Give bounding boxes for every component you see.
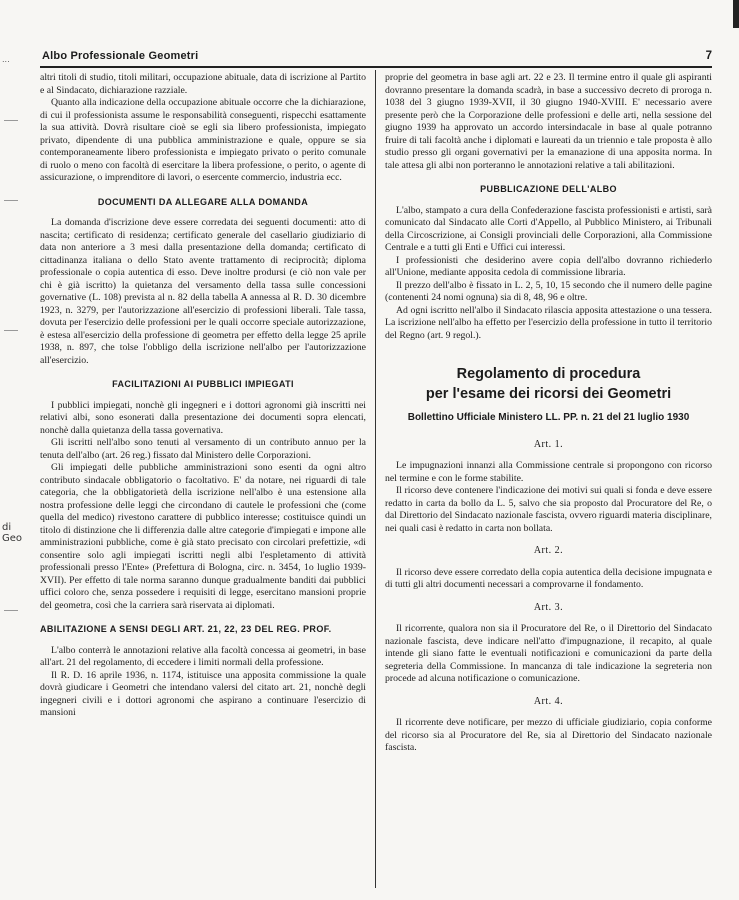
article-heading-4: Art. 4.: [533, 695, 564, 707]
margin-tick: [4, 200, 18, 201]
margin-fragment-mid: di Geo: [2, 522, 23, 544]
margin-tick: [4, 330, 18, 331]
paragraph: Il ricorrente deve notificare, per mezzo di ufficiale giudiziario, copia conforme del ricorso sia al Procuratore del Re, sia al Direttorio del Sindacato nazionale fascista.: [385, 717, 712, 753]
right-column: [385, 72, 712, 755]
margin-fragment-top: ...: [2, 55, 10, 64]
paragraph: Il ricorso deve contenere l'indicazione dei motivi sui quali si fonda e deve essere redatto in carta da bollo da L. 5, salvo che sia proposto dal Procuratore del Re, o dal Direttorio del Sindacato nazionale fascista, ovvero riguardi materia disciplinare, nei quali casi è redatto in carta non bollata.: [385, 485, 712, 534]
section-heading-pubblicazione: PUBBLICAZIONE DELL'ALBO: [480, 184, 617, 194]
header-rule: [40, 66, 712, 68]
paragraph: Gli impiegati delle pubbliche amministrazioni sono esenti da ogni altro contributo sindacale obbligatorio o facoltativo. E' da notare, nei riguardi di tale categoria, che la obbligatorietà della iscrizione nell'albo è una estensione alla nostra professione delle leggi che circondano di cautele le professioni che (come quella del medico) rivestono carattere di pubblico interesse; costituisce quindi un titolo di distinzione che li differenzia dalle altre categorie d'impiegati e impone alle amministrazioni pubbliche, come è già stato precisato con circolari prefettizie, «di consentire solo agli impiegati iscritti negli albi l'espletamento di attività professionali presso l'Ente» (Prefettura di Bologna, circ. n. 3454, 1o luglio 1939-XVII). Per effetto di tale norma saranno dunque gradualmente banditi dai pubblici uffici coloro che, senza possedere i requisiti di legge, esercitano mansioni proprie del geometra, così che la carriera sarà riservata ai diplomati.: [40, 462, 366, 611]
regulation-title-line-1: Regolamento di procedura: [456, 366, 641, 382]
paragraph: Il prezzo dell'albo è fissato in L. 2, 5, 10, 15 secondo che il numero delle pagine (contenenti 24 nomi ognuna) sia di 8, 48, 96 e oltre.: [385, 279, 712, 303]
column-divider: [375, 70, 376, 888]
left-margin-scrap: [0, 0, 30, 900]
page-number: 7: [705, 50, 712, 62]
right-edge-mark: [733, 0, 739, 28]
regulation-subtitle: Bollettino Ufficiale Ministero LL. PP. n. 21 del 21 luglio 1930: [407, 412, 690, 423]
article-heading-3: Art. 3.: [533, 601, 564, 613]
paragraph: I pubblici impiegati, nonchè gli ingegneri e i dottori agronomi già inscritti nei relativi albi, sono esonerati dalla presentazione dei documenti sopra elencati, nonchè dalla quietanza della tassa governativa.: [40, 399, 366, 436]
paragraph: L'albo, stampato a cura della Confederazione fascista professionisti e artisti, sarà comunicato dal Sindacato alle Corti d'Appello, al Pubblico Ministero, ai Tribunali della Circoscrizione, ai Consigli provinciali delle Corporazioni, alla Commissione Centrale e a tutti gli Enti e Uffici cui interessi.: [385, 204, 712, 253]
section-heading-documenti: DOCUMENTI DA ALLEGARE ALLA DOMANDA: [97, 196, 309, 207]
regulation-title-line-2: per l'esame dei ricorsi dei Geometri: [425, 386, 672, 402]
left-column: [40, 72, 366, 720]
paragraph: I professionisti che desiderino avere copia dell'albo dovranno richiederlo all'Unione, mediante apposita cedola di commissione libraria.: [385, 254, 712, 278]
section-heading-facilitazioni: FACILITAZIONI AI PUBBLICI IMPIEGATI: [112, 379, 294, 389]
paragraph: altri titoli di studio, titoli militari, occupazione abituale, data di iscrizione al Partito e al Sindacato, dichiarazione razziale.: [40, 72, 366, 96]
article-heading-2: Art. 2.: [533, 545, 564, 556]
regulation-title: [385, 364, 712, 404]
paragraph: Il ricorrente, qualora non sia il Procuratore del Re, o il Direttorio del Sindacato nazionale fascista, deve indicare nell'atto d'impugnazione, il recapito, al quale intende gli siano fatte le eventuali notificazioni e comunicazioni da parte della segreteria della Commissione. In mancanza di tale indicazione la segreteria non procede ad alcuna notificazione o comunicazione.: [385, 623, 712, 684]
header-title: Albo Professionale Geometri: [42, 50, 199, 62]
margin-tick: [4, 120, 18, 121]
paragraph: La domanda d'iscrizione deve essere corredata dei seguenti documenti: atto di nascita; certificato di residenza; certificato generale del casellario giudiziario di data non anteriore a 3 mesi dalla presentazione della domanda; certificato di cittadinanza italiana o dello Stato avente trattamento di reciprocità; diploma professionale o copia autentica di esso. Deve inoltre prodursi (e ciò non vale per chi è già iscritto) la quietanza del versamento della tassa sulle concessioni governative (L. 108) prevista al n. 82 della tabella A annessa al R. D. 30 dicembre 1923, n. 3279, per l'autorizzazione all'esercizio di professioni liberali. Tale tassa, dovuta per l'esercizio delle professioni per le quali occorre speciale autorizzazione, è estesa all'esercizio della professione di geometra per effetto della legge 25 aprile 1938, n. 897, che tolse l'obbligo della iscrizione nell'albo per l'autorizzazione all'esercizio.: [40, 217, 366, 366]
paragraph: Le impugnazioni innanzi alla Commissione centrale si propongono con ricorso nel termine e con le forme stabilite.: [385, 460, 712, 484]
article-heading-1: Art. 1.: [533, 438, 564, 450]
paragraph: Quanto alla indicazione della occupazione abituale occorre che la dichiarazione, di cui il professionista assume le responsabilità conseguenti, rispecchi esattamente la sua attività. Dovrà risultare cioè se egli sia libero professionista, impiegato privato, dipendente di una pubblica amministrazione e quale, oppure se sia contemporaneamente libero professionista e impiegato privato o perito comunale di ruolo o meno con facoltà di esercitare la libera professione, o perito, o agente di assicurazione, o imprenditore di lavori, o esercente commercio, industria ecc.: [40, 97, 366, 183]
margin-tick: [4, 610, 18, 611]
paragraph: Il R. D. 16 aprile 1936, n. 1174, istituisce una apposita commissione la quale dovrà giudicare i Geometri che intendano valersi del citato art. 21, nonchè degli ingegneri civili e i dottori agronomi che aspirano a continuare l'esercizio di mansioni: [40, 669, 366, 718]
paragraph: proprie del geometra in base agli art. 22 e 23. Il termine entro il quale gli aspiranti dovranno presentare la domanda scadrà, in base a successivo decreto di proroga n. 1038 del 3 giugno 1939-XVII, il 30 giugno 1940-XVIII. E' necessario avere presente però che la Corporazione delle professioni e delle arti, nella sessione del giugno 1939 ha approvato un accordo intersindacale in base al quale potranno fruire di tali facoltà anche i diplomati e laureati da un triennio e tale proposta è allo studio presso gli organi governativi per la emanazione di una apposita norma. In tale attesa gli albi non porteranno le annotazioni relative a tali abilitazioni.: [385, 72, 712, 171]
paragraph: L'albo conterrà le annotazioni relative alla facoltà concessa ai geometri, in base all'art. 21 del regolamento, di eccedere i limiti normali della professione.: [40, 644, 366, 668]
paragraph: Gli iscritti nell'albo sono tenuti al versamento di un contributo annuo per la tenuta dell'albo (art. 26 reg.) fissato dal Ministero delle Corporazioni.: [40, 437, 366, 461]
paragraph: Ad ogni iscritto nell'albo il Sindacato rilascia apposita attestazione o una tessera. La iscrizione nell'albo ha effetto per l'esercizio della professione in tutto il territorio del Regno (art. 9 regol.).: [385, 304, 712, 341]
paragraph: Il ricorso deve essere corredato della copia autentica della decisione impugnata e di tutti gli altri documenti necessari a comprovarne il fondamento.: [385, 566, 712, 590]
section-heading-abilitazione: ABILITAZIONE A SENSI DEGLI ART. 21, 22, 23 DEL REG. PROF.: [40, 624, 332, 634]
